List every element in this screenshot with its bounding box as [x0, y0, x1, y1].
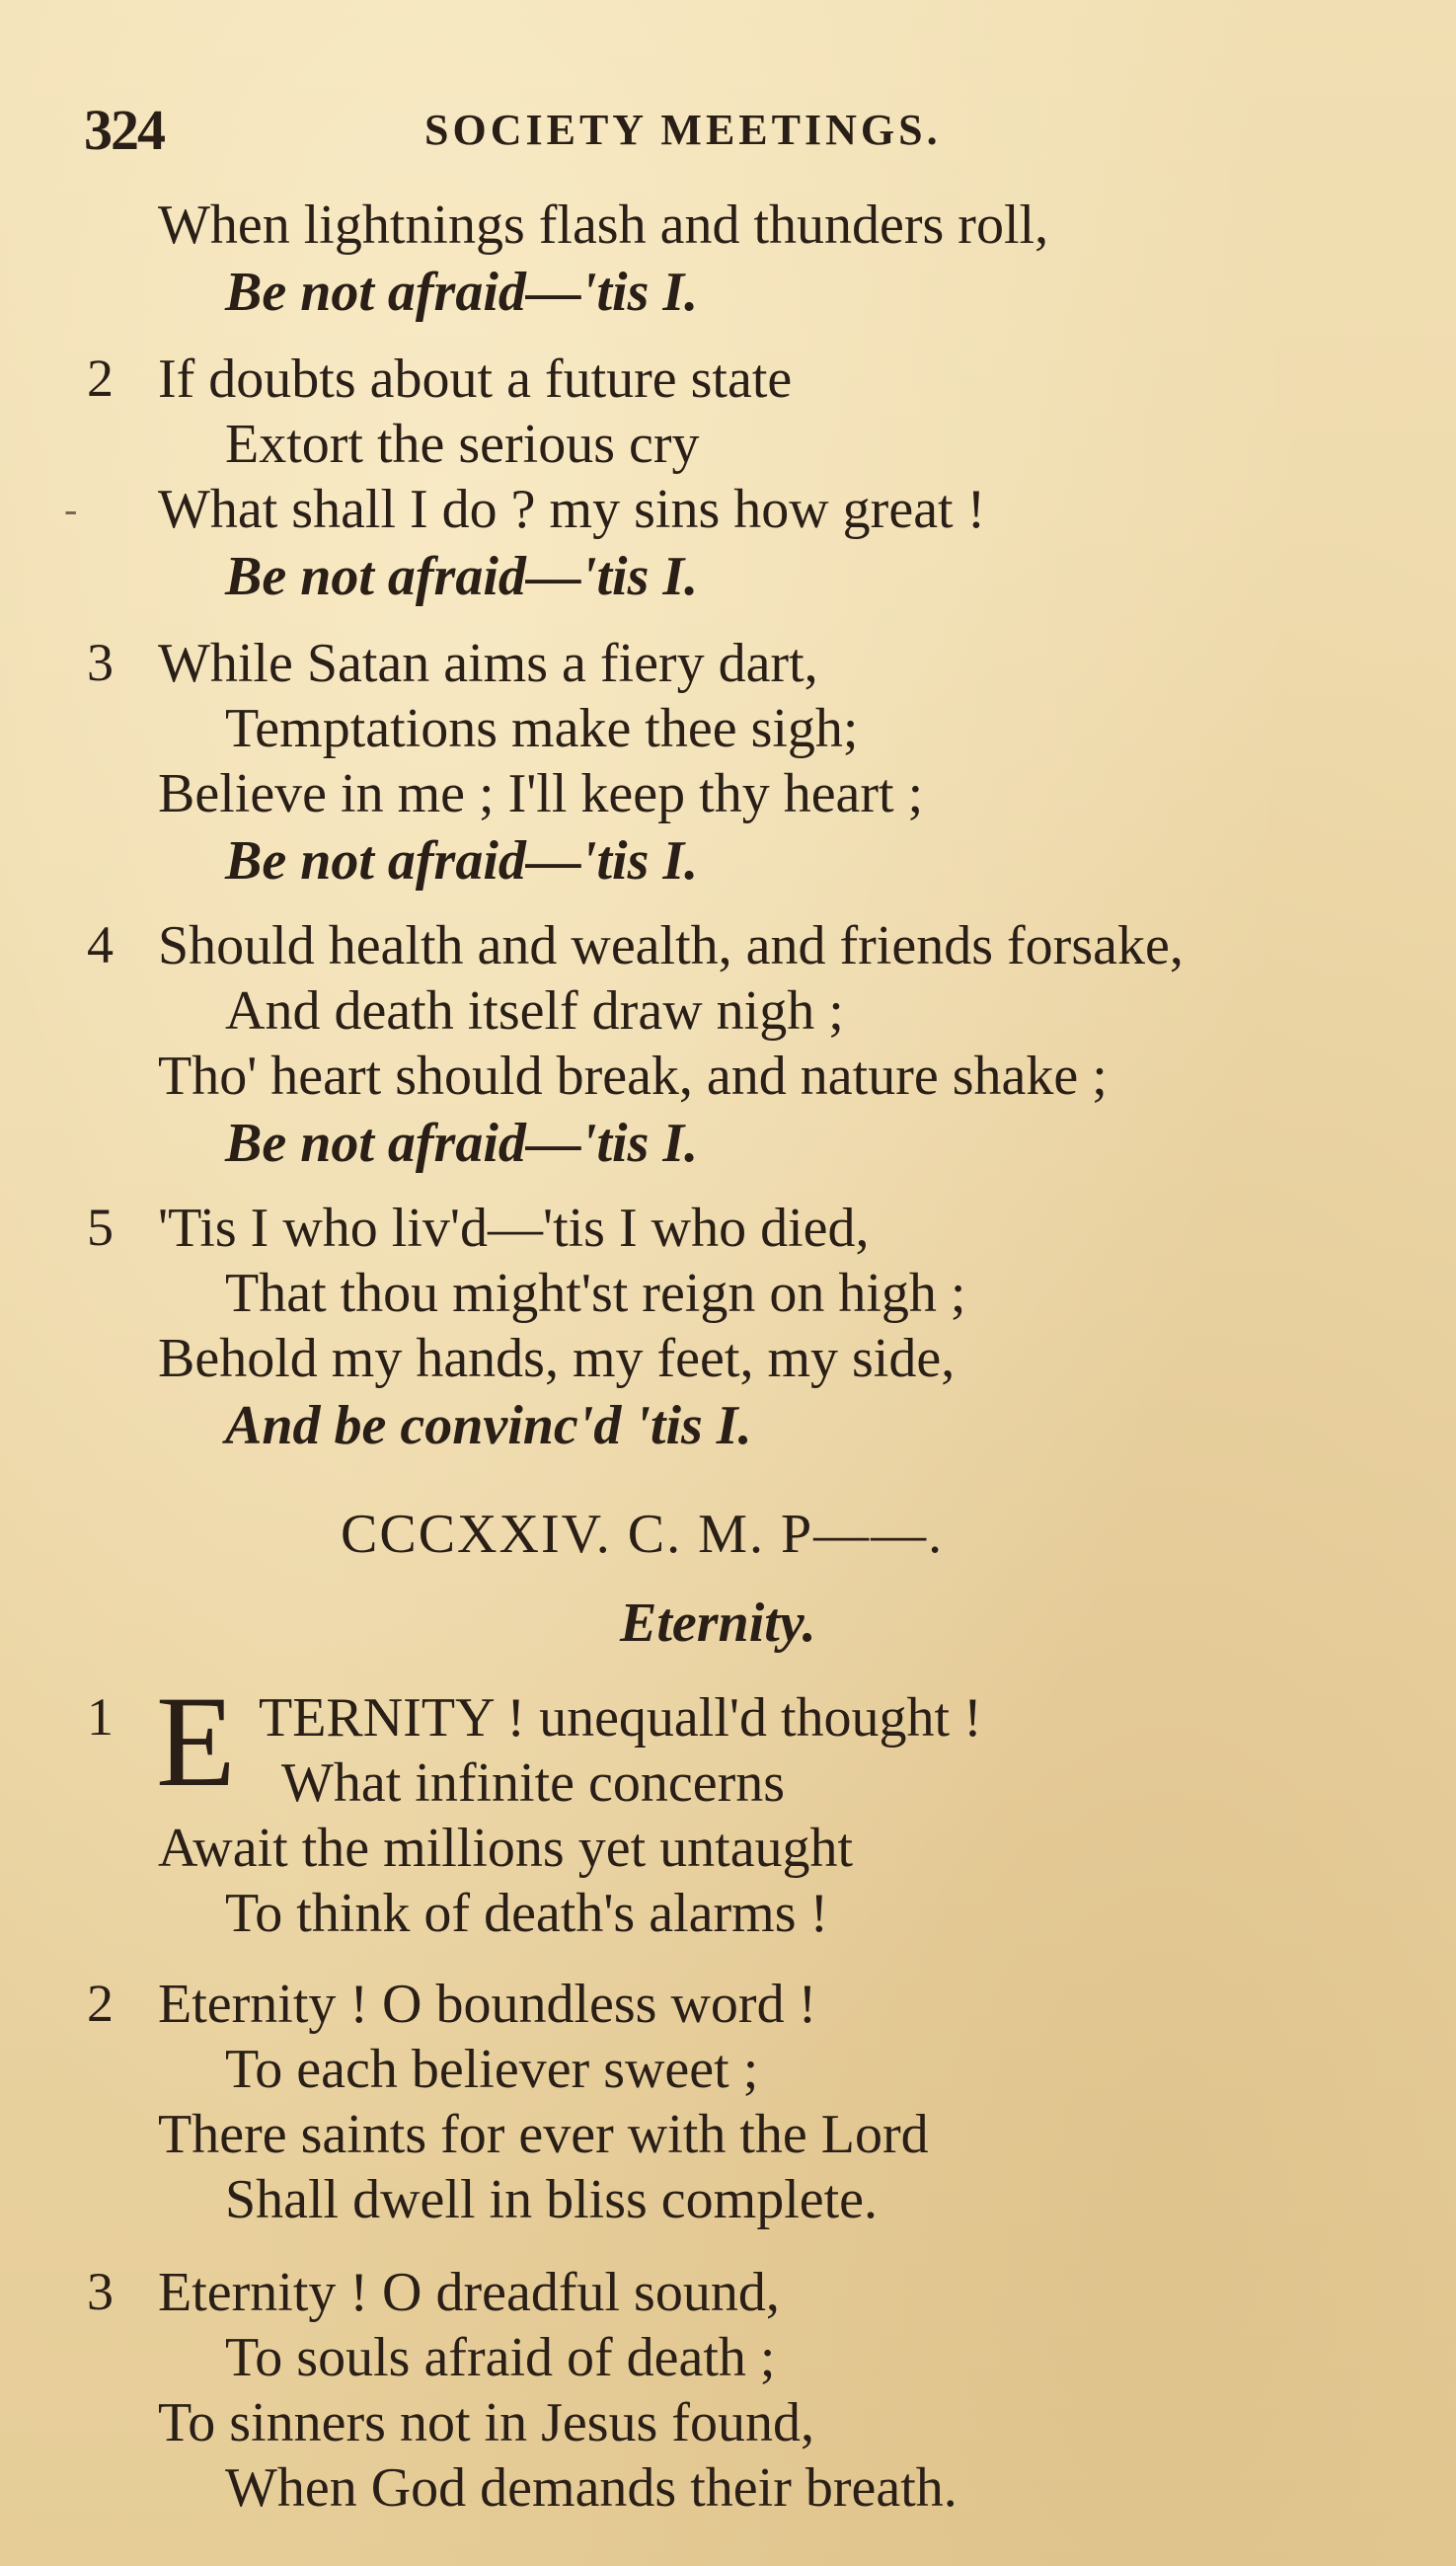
- verse-line: Await the millions yet untaught: [158, 1818, 854, 1879]
- hymn-title: CCCXXIV. C. M. P——.: [341, 1504, 945, 1565]
- verse-line: Extort the serious cry: [225, 414, 700, 475]
- refrain-line: Be not afraid—'tis I.: [225, 1113, 699, 1174]
- stanza-number: 3: [87, 633, 114, 692]
- verse-line: There saints for ever with the Lord: [158, 2104, 929, 2165]
- page-header: [84, 97, 1071, 166]
- running-head: SOCIETY MEETINGS.: [424, 106, 942, 154]
- stanza-number: 3: [87, 2262, 114, 2321]
- verse-line: If doubts about a future state: [158, 349, 793, 410]
- verse-line: What shall I do ? my sins how great !: [158, 479, 986, 540]
- verse-line: That thou might'st reign on high ;: [225, 1263, 966, 1324]
- stanza-number: 1: [87, 1687, 114, 1747]
- verse-line: Temptations make thee sigh;: [225, 698, 859, 759]
- verse-line: TERNITY ! unequall'd thought !: [259, 1687, 982, 1749]
- verse-line: What infinite concerns: [281, 1752, 786, 1814]
- verse-line: When God demands their breath.: [225, 2457, 958, 2519]
- verse-line: Eternity ! O boundless word !: [158, 1974, 817, 2035]
- verse-line: 'Tis I who liv'd—'tis I who died,: [158, 1198, 870, 1259]
- verse-line: Believe in me ; I'll keep thy heart ;: [158, 763, 924, 824]
- verse-line: Tho' heart should break, and nature shake ;: [158, 1046, 1108, 1107]
- refrain-line: And be convinc'd 'tis I.: [225, 1395, 752, 1456]
- verse-line: While Satan aims a fiery dart,: [158, 633, 818, 694]
- verse-line: Shall dwell in bliss complete.: [225, 2169, 879, 2230]
- verse-line: Eternity ! O dreadful sound,: [158, 2262, 780, 2323]
- verse-line: When lightnings flash and thunders roll,: [158, 194, 1049, 256]
- verse-line: To think of death's alarms !: [225, 1883, 829, 1944]
- refrain-line: Be not afraid—'tis I.: [225, 830, 699, 892]
- drop-cap: E: [156, 1669, 236, 1814]
- page-number: 324: [84, 98, 164, 162]
- hymn-subtitle: Eternity.: [620, 1593, 816, 1654]
- verse-line: And death itself draw nigh ;: [225, 980, 844, 1042]
- verse-line: To each believer sweet ;: [225, 2039, 759, 2100]
- verse-line: Behold my hands, my feet, my side,: [158, 1328, 956, 1389]
- stanza-number: 2: [87, 349, 114, 408]
- refrain-line: Be not afraid—'tis I.: [225, 262, 699, 323]
- verse-line: To souls afraid of death ;: [225, 2327, 776, 2388]
- stanza-number: 5: [87, 1198, 114, 1257]
- refrain-line: Be not afraid—'tis I.: [225, 546, 699, 607]
- verse-line: To sinners not in Jesus found,: [158, 2392, 814, 2453]
- stanza-number: 4: [87, 915, 114, 974]
- verse-line: Should health and wealth, and friends forsake,: [158, 915, 1184, 976]
- stanza-number: 2: [87, 1974, 114, 2033]
- margin-mark: -: [64, 487, 78, 531]
